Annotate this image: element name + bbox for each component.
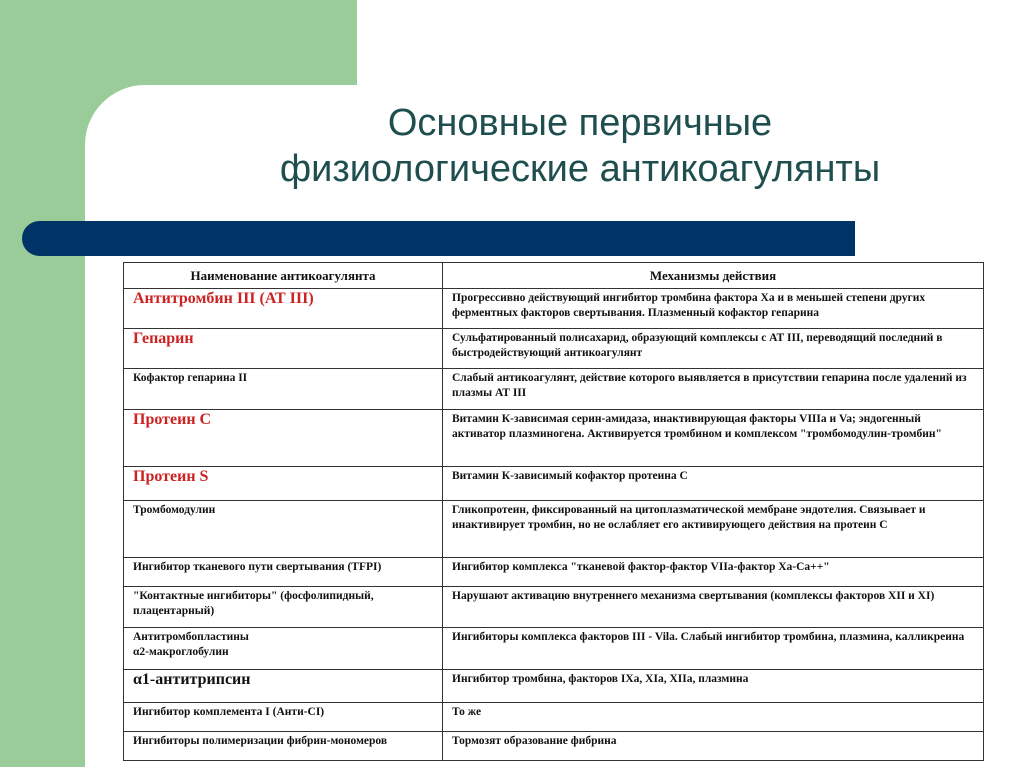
row-name-line-2: α2-макроглобулин bbox=[133, 646, 229, 658]
table-row bbox=[124, 558, 984, 587]
row-name bbox=[124, 628, 443, 670]
row-name: α1-антитрипсин bbox=[124, 670, 443, 703]
row-name: Ингибиторы полимеризации фибрин-мономеров bbox=[124, 732, 443, 761]
row-mechanism: Нарушают активацию внутреннего механизма свертывания (комплексы факторов XII и XI) bbox=[443, 587, 984, 628]
row-mechanism: Слабый антикоагулянт, действие которого выявляется в присутствии гепарина после удалений из плазмы АТ III bbox=[443, 369, 984, 410]
row-name: Протеин S bbox=[124, 467, 443, 501]
row-name: Кофактор гепарина II bbox=[124, 369, 443, 410]
row-name-line-1: Антитромбопластины bbox=[133, 631, 249, 643]
row-mechanism: Витамин К-зависимый кофактор протеина С bbox=[443, 467, 984, 501]
table-row bbox=[124, 628, 984, 670]
table-row bbox=[124, 670, 984, 703]
row-mechanism: Гликопротеин, фиксированный на цитоплазматической мембране эндотелия. Связывает и инактивирует тромбин, но не ослабляет его активирующего действия на протеин С bbox=[443, 501, 984, 558]
row-mechanism: Тормозят образование фибрина bbox=[443, 732, 984, 761]
page-title bbox=[150, 100, 1010, 192]
title-divider-bar bbox=[22, 221, 855, 256]
row-mechanism: Сульфатированный полисахарид, образующий комплексы с АТ III, переводящий последний в быстродействующий антикоагулянт bbox=[443, 329, 984, 369]
table-row bbox=[124, 410, 984, 467]
table-row bbox=[124, 587, 984, 628]
row-name: Ингибитор комплемента I (Анти-CI) bbox=[124, 703, 443, 732]
row-name: Гепарин bbox=[124, 329, 443, 369]
table-row bbox=[124, 501, 984, 558]
row-name: "Контактные ингибиторы" (фосфолипидный, плацентарный) bbox=[124, 587, 443, 628]
row-name: Протеин С bbox=[124, 410, 443, 467]
table-row bbox=[124, 369, 984, 410]
table-row bbox=[124, 703, 984, 732]
table-row bbox=[124, 329, 984, 369]
table-row bbox=[124, 289, 984, 329]
table-header-row bbox=[124, 263, 984, 289]
table-row bbox=[124, 732, 984, 761]
row-mechanism: Ингибитор комплекса "тканевой фактор-фактор VIIa-фактор Ха-Са++" bbox=[443, 558, 984, 587]
row-name: Тромбомодулин bbox=[124, 501, 443, 558]
row-mechanism: То же bbox=[443, 703, 984, 732]
table-row bbox=[124, 467, 984, 501]
row-mechanism: Прогрессивно действующий ингибитор тромбина фактора Ха и в меньшей степени других ферментных факторов свертывания. Плазменный кофактор гепарина bbox=[443, 289, 984, 329]
row-mechanism: Ингибиторы комплекса факторов III - Vila. Слабый ингибитор тромбина, плазмина, калликреина bbox=[443, 628, 984, 670]
anticoagulants-table bbox=[123, 262, 984, 761]
row-name: Ингибитор тканевого пути свертывания (TFPI) bbox=[124, 558, 443, 587]
header-name: Наименование антикоагулянта bbox=[124, 263, 443, 289]
row-mechanism: Витамин К-зависимая серин-амидаза, инактивирующая факторы VIIIa и Va; эндогенный активатор плазминогена. Активируется тромбином и комплексом "тромбомодулин-тромбин" bbox=[443, 410, 984, 467]
header-mechanism: Механизмы действия bbox=[443, 263, 984, 289]
title-line-2: физиологические антикоагулянты bbox=[279, 148, 881, 190]
row-mechanism: Ингибитор тромбина, факторов IXa, XIa, XIIa, плазмина bbox=[443, 670, 984, 703]
title-line-1: Основные первичные bbox=[387, 102, 773, 144]
row-name: Антитромбин III (АТ III) bbox=[124, 289, 443, 329]
